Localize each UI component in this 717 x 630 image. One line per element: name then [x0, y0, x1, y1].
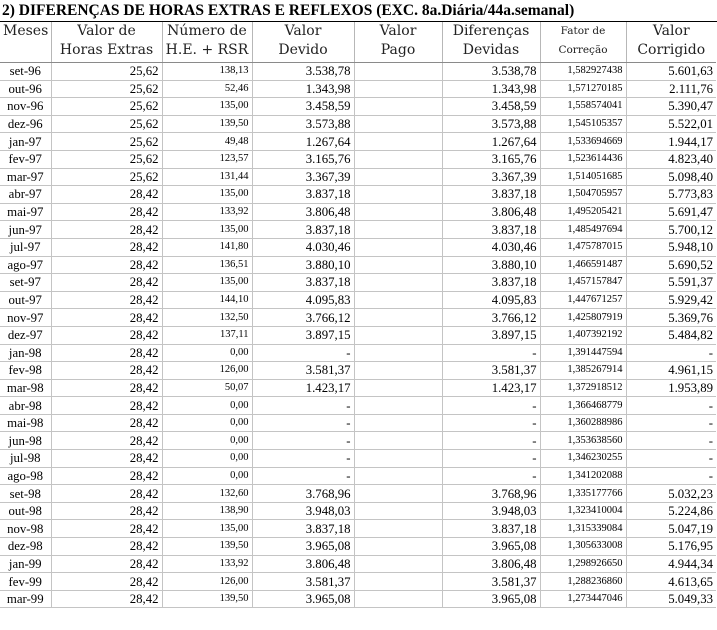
cell-numero-he-rsr[interactable]: 126,00	[162, 573, 252, 591]
cell-valor-horas-extras[interactable]: 28,42	[51, 450, 162, 468]
cell-mes[interactable]: fev-99	[0, 573, 51, 591]
cell-valor-devido[interactable]: 3.965,08	[252, 538, 354, 556]
cell-valor-devido[interactable]: -	[252, 414, 354, 432]
cell-fator-correcao[interactable]: 1,533694669	[540, 133, 626, 151]
cell-valor-devido[interactable]: 3.538,78	[252, 63, 354, 81]
table-row	[0, 98, 716, 116]
cell-valor-corrigido[interactable]: 5.601,63	[626, 63, 716, 81]
cell-fator-correcao[interactable]: 1,360288986	[540, 414, 626, 432]
cell-mes[interactable]: ago-97	[0, 256, 51, 274]
cell-fator-correcao[interactable]: 1,341202088	[540, 467, 626, 485]
cell-valor-pago[interactable]	[354, 432, 442, 450]
cell-valor-pago[interactable]	[354, 238, 442, 256]
cell-valor-corrigido[interactable]: 5.691,47	[626, 203, 716, 221]
cell-diferencas-devidas[interactable]: -	[442, 397, 540, 415]
cell-valor-corrigido[interactable]: 5.369,76	[626, 309, 716, 327]
cell-valor-devido[interactable]: 3.837,18	[252, 186, 354, 204]
table-row	[0, 344, 716, 362]
cell-fator-correcao[interactable]: 1,545105357	[540, 115, 626, 133]
cell-valor-horas-extras[interactable]: 28,42	[51, 291, 162, 309]
cell-valor-corrigido[interactable]: 5.049,33	[626, 590, 716, 608]
cell-valor-pago[interactable]	[354, 221, 442, 239]
cell-diferencas-devidas[interactable]: -	[442, 414, 540, 432]
cell-valor-pago[interactable]	[354, 520, 442, 538]
cell-numero-he-rsr[interactable]: 50,07	[162, 379, 252, 397]
cell-valor-corrigido[interactable]: -	[626, 397, 716, 415]
cell-valor-devido[interactable]: -	[252, 450, 354, 468]
cell-valor-devido[interactable]: 1.343,98	[252, 80, 354, 98]
cell-mes[interactable]: nov-98	[0, 520, 51, 538]
cell-fator-correcao[interactable]: 1,425807919	[540, 309, 626, 327]
cell-diferencas-devidas[interactable]: 3.837,18	[442, 520, 540, 538]
cell-diferencas-devidas[interactable]: 1.343,98	[442, 80, 540, 98]
cell-valor-corrigido[interactable]: -	[626, 432, 716, 450]
table-row	[0, 238, 716, 256]
table-row	[0, 432, 716, 450]
cell-mes[interactable]: jul-98	[0, 450, 51, 468]
cell-valor-horas-extras[interactable]: 25,62	[51, 115, 162, 133]
cell-fator-correcao[interactable]: 1,323410004	[540, 502, 626, 520]
cell-valor-corrigido[interactable]: 2.111,76	[626, 80, 716, 98]
cell-fator-correcao[interactable]: 1,335177766	[540, 485, 626, 503]
col-header-valor-horas-extras[interactable]: Valor de Horas Extras	[51, 22, 162, 63]
table-row	[0, 150, 716, 168]
cell-valor-devido[interactable]: 3.768,96	[252, 485, 354, 503]
cell-diferencas-devidas[interactable]: 3.965,08	[442, 590, 540, 608]
cell-diferencas-devidas[interactable]: 1.423,17	[442, 379, 540, 397]
col-header-meses[interactable]: Meses	[0, 22, 51, 63]
cell-valor-pago[interactable]	[354, 326, 442, 344]
cell-valor-horas-extras[interactable]: 28,42	[51, 186, 162, 204]
cell-valor-pago[interactable]	[354, 555, 442, 573]
cell-valor-corrigido[interactable]: 4.961,15	[626, 362, 716, 380]
cell-diferencas-devidas[interactable]: 3.948,03	[442, 502, 540, 520]
cell-valor-devido[interactable]: 1.423,17	[252, 379, 354, 397]
cell-fator-correcao[interactable]: 1,372918512	[540, 379, 626, 397]
cell-valor-devido[interactable]: 4.030,46	[252, 238, 354, 256]
cell-valor-horas-extras[interactable]: 28,42	[51, 203, 162, 221]
cell-numero-he-rsr[interactable]: 135,00	[162, 221, 252, 239]
cell-valor-devido[interactable]: -	[252, 344, 354, 362]
cell-numero-he-rsr[interactable]: 135,00	[162, 520, 252, 538]
cell-numero-he-rsr[interactable]: 132,60	[162, 485, 252, 503]
cell-valor-horas-extras[interactable]: 25,62	[51, 168, 162, 186]
cell-numero-he-rsr[interactable]: 136,51	[162, 256, 252, 274]
cell-diferencas-devidas[interactable]: 1.267,64	[442, 133, 540, 151]
cell-fator-correcao[interactable]: 1,514051685	[540, 168, 626, 186]
cell-mes[interactable]: jan-99	[0, 555, 51, 573]
cell-valor-pago[interactable]	[354, 397, 442, 415]
cell-valor-pago[interactable]	[354, 274, 442, 292]
table-row	[0, 467, 716, 485]
cell-valor-horas-extras[interactable]: 28,42	[51, 362, 162, 380]
cell-valor-devido[interactable]: 3.766,12	[252, 309, 354, 327]
cell-valor-horas-extras[interactable]: 28,42	[51, 414, 162, 432]
cell-diferencas-devidas[interactable]: -	[442, 432, 540, 450]
cell-valor-pago[interactable]	[354, 538, 442, 556]
cell-diferencas-devidas[interactable]: 3.837,18	[442, 274, 540, 292]
cell-valor-pago[interactable]	[354, 80, 442, 98]
cell-valor-pago[interactable]	[354, 485, 442, 503]
cell-diferencas-devidas[interactable]: 3.165,76	[442, 150, 540, 168]
cell-mes[interactable]: out-98	[0, 502, 51, 520]
cell-valor-corrigido[interactable]: 5.773,83	[626, 186, 716, 204]
cell-valor-horas-extras[interactable]: 28,42	[51, 256, 162, 274]
cell-valor-corrigido[interactable]: 5.948,10	[626, 238, 716, 256]
table-row	[0, 450, 716, 468]
cell-numero-he-rsr[interactable]: 0,00	[162, 414, 252, 432]
cell-valor-devido[interactable]: 4.095,83	[252, 291, 354, 309]
cell-valor-horas-extras[interactable]: 28,42	[51, 555, 162, 573]
cell-mes[interactable]: out-97	[0, 291, 51, 309]
table-row	[0, 291, 716, 309]
cell-diferencas-devidas[interactable]: -	[442, 344, 540, 362]
cell-diferencas-devidas[interactable]: 3.538,78	[442, 63, 540, 81]
cell-valor-horas-extras[interactable]: 28,42	[51, 502, 162, 520]
cell-numero-he-rsr[interactable]: 135,00	[162, 186, 252, 204]
cell-valor-devido[interactable]: 3.165,76	[252, 150, 354, 168]
cell-valor-devido[interactable]: 3.897,15	[252, 326, 354, 344]
cell-diferencas-devidas[interactable]: 3.766,12	[442, 309, 540, 327]
cell-diferencas-devidas[interactable]: 3.806,48	[442, 555, 540, 573]
cell-valor-devido[interactable]: -	[252, 397, 354, 415]
cell-valor-corrigido[interactable]: 5.591,37	[626, 274, 716, 292]
cell-diferencas-devidas[interactable]: 3.837,18	[442, 221, 540, 239]
cell-fator-correcao[interactable]: 1,466591487	[540, 256, 626, 274]
cell-fator-correcao[interactable]: 1,495205421	[540, 203, 626, 221]
cell-fator-correcao[interactable]: 1,288236860	[540, 573, 626, 591]
cell-valor-pago[interactable]	[354, 379, 442, 397]
cell-mes[interactable]: jan-98	[0, 344, 51, 362]
cell-valor-pago[interactable]	[354, 168, 442, 186]
cell-valor-devido[interactable]: 3.965,08	[252, 590, 354, 608]
cell-valor-pago[interactable]	[354, 63, 442, 81]
cell-valor-horas-extras[interactable]: 28,42	[51, 238, 162, 256]
col-header-numero-he-rsr[interactable]: Número de H.E. + RSR	[162, 22, 252, 63]
cell-fator-correcao[interactable]: 1,366468779	[540, 397, 626, 415]
cell-numero-he-rsr[interactable]: 138,90	[162, 502, 252, 520]
cell-diferencas-devidas[interactable]: -	[442, 450, 540, 468]
table-row	[0, 414, 716, 432]
header-row	[0, 22, 716, 63]
col-header-valor-pago[interactable]: Valor Pago	[354, 22, 442, 63]
cell-diferencas-devidas[interactable]: 3.837,18	[442, 186, 540, 204]
cell-numero-he-rsr[interactable]: 139,50	[162, 590, 252, 608]
cell-mes[interactable]: fev-97	[0, 150, 51, 168]
cell-valor-devido[interactable]: -	[252, 467, 354, 485]
cell-numero-he-rsr[interactable]: 135,00	[162, 274, 252, 292]
table-row	[0, 379, 716, 397]
cell-mes[interactable]: set-97	[0, 274, 51, 292]
cell-valor-pago[interactable]	[354, 450, 442, 468]
cell-mes[interactable]: mar-97	[0, 168, 51, 186]
cell-valor-pago[interactable]	[354, 467, 442, 485]
table-row	[0, 502, 716, 520]
cell-valor-pago[interactable]	[354, 502, 442, 520]
cell-diferencas-devidas[interactable]: 3.581,37	[442, 573, 540, 591]
col-header-valor-devido[interactable]: Valor Devido	[252, 22, 354, 63]
cell-diferencas-devidas[interactable]: -	[442, 467, 540, 485]
table-row	[0, 274, 716, 292]
cell-valor-corrigido[interactable]: -	[626, 467, 716, 485]
cell-valor-corrigido[interactable]: 5.047,19	[626, 520, 716, 538]
cell-valor-horas-extras[interactable]: 25,62	[51, 133, 162, 151]
cell-numero-he-rsr[interactable]: 0,00	[162, 397, 252, 415]
cell-numero-he-rsr[interactable]: 123,57	[162, 150, 252, 168]
cell-valor-pago[interactable]	[354, 573, 442, 591]
cell-valor-pago[interactable]	[354, 115, 442, 133]
table-row	[0, 115, 716, 133]
cell-diferencas-devidas[interactable]: 3.768,96	[442, 485, 540, 503]
cell-valor-horas-extras[interactable]: 28,42	[51, 309, 162, 327]
cell-mes[interactable]: jan-97	[0, 133, 51, 151]
table-row	[0, 326, 716, 344]
cell-fator-correcao[interactable]: 1,475787015	[540, 238, 626, 256]
cell-valor-devido[interactable]: 3.837,18	[252, 520, 354, 538]
cell-mes[interactable]: jun-97	[0, 221, 51, 239]
cell-fator-correcao[interactable]: 1,571270185	[540, 80, 626, 98]
cell-valor-horas-extras[interactable]: 28,42	[51, 326, 162, 344]
cell-numero-he-rsr[interactable]: 0,00	[162, 432, 252, 450]
cell-valor-pago[interactable]	[354, 344, 442, 362]
cell-diferencas-devidas[interactable]: 3.581,37	[442, 362, 540, 380]
cell-diferencas-devidas[interactable]: 4.095,83	[442, 291, 540, 309]
cell-diferencas-devidas[interactable]: 3.880,10	[442, 256, 540, 274]
cell-fator-correcao[interactable]: 1,298926650	[540, 555, 626, 573]
cell-diferencas-devidas[interactable]: 3.367,39	[442, 168, 540, 186]
cell-valor-corrigido[interactable]: 4.944,34	[626, 555, 716, 573]
sheet-title: 2) DIFERENÇAS DE HORAS EXTRAS E REFLEXOS (EXC. 8a.Diária/44a.semanal)	[0, 0, 717, 22]
overtime-table	[0, 22, 716, 608]
cell-valor-devido[interactable]: 3.367,39	[252, 168, 354, 186]
cell-valor-corrigido[interactable]: 5.224,86	[626, 502, 716, 520]
cell-valor-pago[interactable]	[354, 309, 442, 327]
cell-numero-he-rsr[interactable]: 135,00	[162, 98, 252, 116]
cell-valor-devido[interactable]: 3.573,88	[252, 115, 354, 133]
cell-numero-he-rsr[interactable]: 0,00	[162, 344, 252, 362]
cell-mes[interactable]: mai-98	[0, 414, 51, 432]
cell-valor-devido[interactable]: 3.581,37	[252, 573, 354, 591]
cell-numero-he-rsr[interactable]: 0,00	[162, 450, 252, 468]
cell-numero-he-rsr[interactable]: 52,46	[162, 80, 252, 98]
cell-fator-correcao[interactable]: 1,504705957	[540, 186, 626, 204]
cell-mes[interactable]: nov-96	[0, 98, 51, 116]
table-body	[0, 63, 716, 608]
cell-mes[interactable]: mai-97	[0, 203, 51, 221]
cell-mes[interactable]: mar-98	[0, 379, 51, 397]
cell-valor-devido[interactable]: 3.806,48	[252, 555, 354, 573]
cell-valor-horas-extras[interactable]: 28,42	[51, 485, 162, 503]
table-row	[0, 362, 716, 380]
cell-valor-devido[interactable]: 3.948,03	[252, 502, 354, 520]
cell-numero-he-rsr[interactable]: 131,44	[162, 168, 252, 186]
cell-valor-devido[interactable]: 3.581,37	[252, 362, 354, 380]
cell-valor-corrigido[interactable]: 5.700,12	[626, 221, 716, 239]
cell-valor-pago[interactable]	[354, 150, 442, 168]
cell-mes[interactable]: dez-98	[0, 538, 51, 556]
cell-mes[interactable]: jun-98	[0, 432, 51, 450]
cell-valor-corrigido[interactable]: 5.390,47	[626, 98, 716, 116]
cell-valor-pago[interactable]	[354, 291, 442, 309]
cell-valor-horas-extras[interactable]: 28,42	[51, 432, 162, 450]
cell-valor-corrigido[interactable]: 5.176,95	[626, 538, 716, 556]
cell-fator-correcao[interactable]: 1,447671257	[540, 291, 626, 309]
cell-valor-horas-extras[interactable]: 28,42	[51, 573, 162, 591]
cell-valor-horas-extras[interactable]: 28,42	[51, 221, 162, 239]
cell-numero-he-rsr[interactable]: 133,92	[162, 555, 252, 573]
cell-valor-horas-extras[interactable]: 28,42	[51, 274, 162, 292]
cell-diferencas-devidas[interactable]: 4.030,46	[442, 238, 540, 256]
cell-mes[interactable]: nov-97	[0, 309, 51, 327]
cell-mes[interactable]: mar-99	[0, 590, 51, 608]
col-header-diferencas-devidas[interactable]: Diferenças Devidas	[442, 22, 540, 63]
cell-valor-devido[interactable]: 3.880,10	[252, 256, 354, 274]
cell-mes[interactable]: fev-98	[0, 362, 51, 380]
cell-valor-corrigido[interactable]: 5.098,40	[626, 168, 716, 186]
cell-numero-he-rsr[interactable]: 126,00	[162, 362, 252, 380]
cell-valor-devido[interactable]: 3.458,59	[252, 98, 354, 116]
cell-valor-corrigido[interactable]: -	[626, 450, 716, 468]
cell-fator-correcao[interactable]: 1,273447046	[540, 590, 626, 608]
cell-mes[interactable]: abr-97	[0, 186, 51, 204]
table-row	[0, 555, 716, 573]
cell-valor-devido[interactable]: 3.837,18	[252, 274, 354, 292]
cell-mes[interactable]: ago-98	[0, 467, 51, 485]
cell-fator-correcao[interactable]: 1,558574041	[540, 98, 626, 116]
cell-fator-correcao[interactable]: 1,523614436	[540, 150, 626, 168]
cell-numero-he-rsr[interactable]: 139,50	[162, 538, 252, 556]
cell-mes[interactable]: out-96	[0, 80, 51, 98]
cell-mes[interactable]: set-96	[0, 63, 51, 81]
cell-valor-horas-extras[interactable]: 25,62	[51, 80, 162, 98]
cell-valor-pago[interactable]	[354, 98, 442, 116]
col-header-valor-corrigido[interactable]: Valor Corrigido	[626, 22, 716, 63]
cell-valor-corrigido[interactable]: 5.522,01	[626, 115, 716, 133]
cell-mes[interactable]: dez-96	[0, 115, 51, 133]
cell-valor-corrigido[interactable]: 1.953,89	[626, 379, 716, 397]
cell-diferencas-devidas[interactable]: 3.573,88	[442, 115, 540, 133]
cell-valor-pago[interactable]	[354, 414, 442, 432]
cell-numero-he-rsr[interactable]: 144,10	[162, 291, 252, 309]
cell-numero-he-rsr[interactable]: 133,92	[162, 203, 252, 221]
cell-valor-horas-extras[interactable]: 28,42	[51, 379, 162, 397]
table-row	[0, 256, 716, 274]
cell-valor-pago[interactable]	[354, 203, 442, 221]
cell-valor-pago[interactable]	[354, 362, 442, 380]
cell-valor-horas-extras[interactable]: 25,62	[51, 63, 162, 81]
cell-valor-corrigido[interactable]: -	[626, 344, 716, 362]
cell-valor-corrigido[interactable]: -	[626, 414, 716, 432]
cell-valor-corrigido[interactable]: 5.929,42	[626, 291, 716, 309]
cell-fator-correcao[interactable]: 1,385267914	[540, 362, 626, 380]
cell-numero-he-rsr[interactable]: 138,13	[162, 63, 252, 81]
cell-valor-horas-extras[interactable]: 28,42	[51, 397, 162, 415]
table-row	[0, 186, 716, 204]
cell-diferencas-devidas[interactable]: 3.458,59	[442, 98, 540, 116]
cell-fator-correcao[interactable]: 1,305633008	[540, 538, 626, 556]
table-row	[0, 63, 716, 81]
table-row	[0, 203, 716, 221]
cell-valor-pago[interactable]	[354, 256, 442, 274]
cell-numero-he-rsr[interactable]: 141,80	[162, 238, 252, 256]
cell-valor-devido[interactable]: 3.837,18	[252, 221, 354, 239]
cell-numero-he-rsr[interactable]: 0,00	[162, 467, 252, 485]
cell-numero-he-rsr[interactable]: 132,50	[162, 309, 252, 327]
table-row	[0, 520, 716, 538]
cell-diferencas-devidas[interactable]: 3.897,15	[442, 326, 540, 344]
table-row	[0, 397, 716, 415]
cell-fator-correcao[interactable]: 1,346230255	[540, 450, 626, 468]
cell-valor-devido[interactable]: 3.806,48	[252, 203, 354, 221]
cell-valor-corrigido[interactable]: 5.484,82	[626, 326, 716, 344]
cell-fator-correcao[interactable]: 1,485497694	[540, 221, 626, 239]
col-header-fator-correcao[interactable]: Fator de Correção	[540, 22, 626, 63]
cell-valor-corrigido[interactable]: 4.823,40	[626, 150, 716, 168]
cell-fator-correcao[interactable]: 1,457157847	[540, 274, 626, 292]
cell-valor-horas-extras[interactable]: 28,42	[51, 538, 162, 556]
table-row	[0, 168, 716, 186]
table-row	[0, 221, 716, 239]
cell-valor-horas-extras[interactable]: 28,42	[51, 467, 162, 485]
cell-valor-devido[interactable]: -	[252, 432, 354, 450]
cell-fator-correcao[interactable]: 1,315339084	[540, 520, 626, 538]
cell-mes[interactable]: set-98	[0, 485, 51, 503]
cell-diferencas-devidas[interactable]: 3.965,08	[442, 538, 540, 556]
cell-valor-corrigido[interactable]: 5.032,23	[626, 485, 716, 503]
table-row	[0, 80, 716, 98]
cell-numero-he-rsr[interactable]: 139,50	[162, 115, 252, 133]
cell-valor-horas-extras[interactable]: 25,62	[51, 98, 162, 116]
table-row	[0, 538, 716, 556]
cell-mes[interactable]: dez-97	[0, 326, 51, 344]
table-row	[0, 485, 716, 503]
table-row	[0, 309, 716, 327]
cell-mes[interactable]: abr-98	[0, 397, 51, 415]
cell-valor-corrigido[interactable]: 1.944,17	[626, 133, 716, 151]
cell-numero-he-rsr[interactable]: 137,11	[162, 326, 252, 344]
cell-numero-he-rsr[interactable]: 49,48	[162, 133, 252, 151]
cell-fator-correcao[interactable]: 1,391447594	[540, 344, 626, 362]
cell-valor-horas-extras[interactable]: 28,42	[51, 590, 162, 608]
cell-valor-corrigido[interactable]: 5.690,52	[626, 256, 716, 274]
cell-valor-pago[interactable]	[354, 133, 442, 151]
cell-fator-correcao[interactable]: 1,407392192	[540, 326, 626, 344]
cell-valor-pago[interactable]	[354, 590, 442, 608]
cell-fator-correcao[interactable]: 1,353638560	[540, 432, 626, 450]
cell-valor-horas-extras[interactable]: 28,42	[51, 344, 162, 362]
table-row	[0, 590, 716, 608]
cell-fator-correcao[interactable]: 1,582927438	[540, 63, 626, 81]
cell-valor-corrigido[interactable]: 4.613,65	[626, 573, 716, 591]
cell-valor-devido[interactable]: 1.267,64	[252, 133, 354, 151]
cell-diferencas-devidas[interactable]: 3.806,48	[442, 203, 540, 221]
cell-mes[interactable]: jul-97	[0, 238, 51, 256]
table-row	[0, 133, 716, 151]
cell-valor-pago[interactable]	[354, 186, 442, 204]
table-row	[0, 573, 716, 591]
cell-valor-horas-extras[interactable]: 28,42	[51, 520, 162, 538]
cell-valor-horas-extras[interactable]: 25,62	[51, 150, 162, 168]
